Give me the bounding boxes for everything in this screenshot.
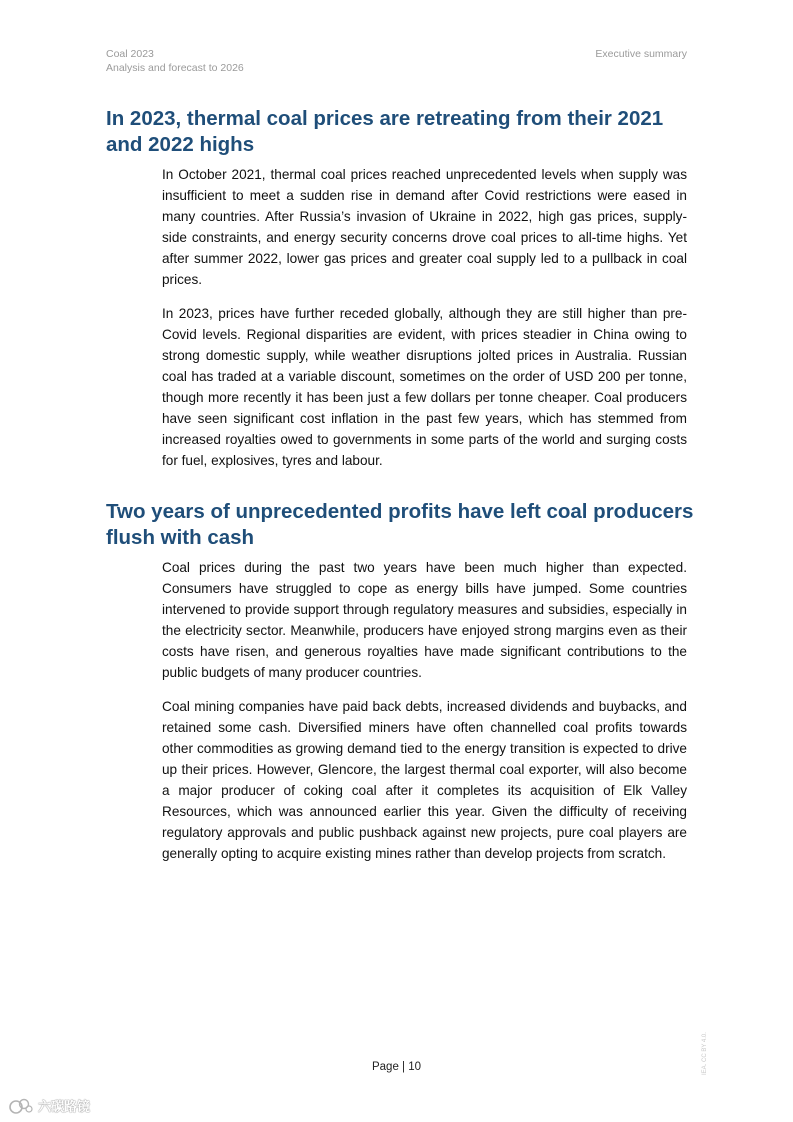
report-title: Coal 2023 — [106, 48, 154, 60]
section-heading-thermal-coal-prices: In 2023, thermal coal prices are retreating from their 2021 and 2022 highs — [106, 107, 664, 156]
paragraph: In October 2021, thermal coal prices reached unprecedented levels when supply was insufficient to meet a sudden rise in demand after Covid restrictions were eased in many countries. After Russia’s invasion of Ukraine in 2022, high gas prices, supply-side constraints, and energy security concerns drove coal prices to all-time highs. Yet after summer 2022, lower gas prices and greater coal supply led to a pullback in coal prices. — [162, 167, 687, 287]
section-label: Executive summary — [595, 48, 687, 60]
watermark — [8, 1096, 90, 1115]
section-heading-producer-profits: Two years of unprecedented profits have left coal producers flush with cash — [106, 500, 694, 549]
paragraph: Coal mining companies have paid back debts, increased dividends and buybacks, and retained some cash. Diversified miners have often channelled coal profits towards other commodities as growing demand tied to the energy transition is expected to drive up their prices. However, Glencore, the largest thermal coal exporter, will also become a major producer of coking coal after it completes its acquisition of Elk Valley Resources, which was announced earlier this year. Given the difficulty of receiving regulatory approvals and public pushback against new projects, pure coal players are generally opting to acquire existing mines rather than develop projects from scratch. — [162, 699, 687, 861]
paragraph: In 2023, prices have further receded globally, although they are still higher than pre-Covid levels. Regional disparities are evident, with prices steadier in China owing to strong domestic supply, while weather disruptions jolted prices in Australia. Russian coal has traded at a variable discount, sometimes on the order of USD 200 per tonne, though more recently it has been just a few dollars per tonne cheaper. Coal producers have seen significant cost inflation in the past few years, which has stemmed from increased royalties owed to governments in some parts of the world and surging costs for fuel, explosives, tyres and labour. — [162, 306, 687, 468]
license-note: IEA. CC BY 4.0. — [702, 1032, 708, 1075]
section-body-thermal-coal-prices — [162, 164, 687, 484]
watermark-logo-icon — [8, 1097, 34, 1115]
paragraph: Coal prices during the past two years have been much higher than expected. Consumers have struggled to cope as energy bills have jumped. Some countries intervened to provide support through regulatory measures and subsidies, especially in the electricity sector. Meanwhile, producers have enjoyed strong margins even as their costs have risen, and generous royalties have made significant contributions to the public budgets of many producer countries. — [162, 560, 687, 680]
report-header — [106, 47, 244, 75]
section-body-producer-profits — [162, 557, 687, 877]
report-subtitle: Analysis and forecast to 2026 — [106, 62, 244, 74]
watermark-text: 六碳路镜 — [38, 1099, 91, 1114]
page-number: Page | 10 — [371, 1061, 422, 1073]
